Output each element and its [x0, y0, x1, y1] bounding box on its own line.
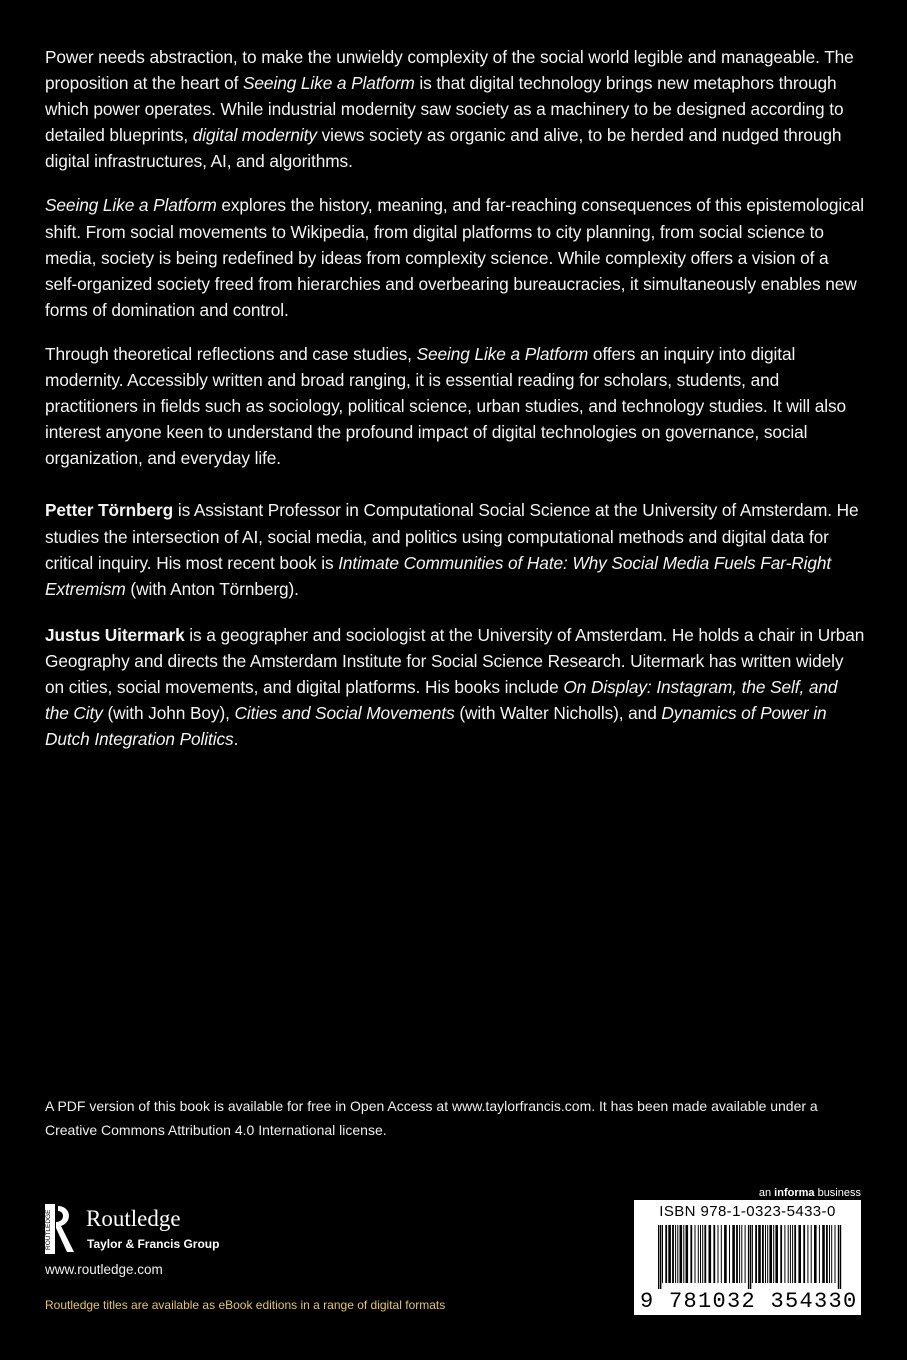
routledge-r-logo-icon: [45, 1204, 75, 1254]
barcode-icon: [644, 1225, 852, 1289]
author-name: Petter Törnberg: [45, 500, 174, 521]
book-title-italic: Seeing Like a Platform: [416, 343, 589, 364]
text-run: views society as organic and alive, to be herded and nudged through digital infrastructures, AI, and algorithms.: [45, 125, 842, 172]
term-italic: digital modernity: [192, 125, 317, 146]
description-paragraph-1: [45, 44, 865, 174]
informa-business-tag: [759, 1187, 861, 1199]
text-run: is that digital technology brings new metaphors through which power operates. While industrial modernity saw society as a machinery to be designed according to detailed blueprints,: [45, 73, 844, 146]
author-bio-uitermark: [45, 622, 865, 752]
text-run: Through theoretical reflections and case studies,: [45, 343, 417, 364]
book-title-italic: On Display: Instagram, the Self, and the City: [45, 676, 838, 724]
description-paragraph-3: [45, 341, 865, 471]
svg-text:ROUTLEDGE: ROUTLEDGE: [45, 1209, 52, 1250]
text-run: business: [814, 1187, 861, 1199]
book-title-italic: Cities and Social Movements: [234, 703, 455, 724]
text-run: (with Walter Nicholls), and: [454, 703, 662, 724]
description-paragraph-2: [45, 192, 865, 322]
barcode-digits: 9 781032 354330: [640, 1289, 858, 1314]
book-title-italic: Dynamics of Power in Dutch Integration Politics: [45, 703, 827, 750]
open-access-note: A PDF version of this book is available for free in Open Access at www.taylorfrancis.com. It has been made available under a Creative Commons Attribution 4.0 International license.: [45, 1098, 818, 1138]
ebook-note: Routledge titles are available as eBook editions in a range of digital formats: [45, 1298, 446, 1312]
isbn-label: ISBN 978-1-0323-5433-0: [659, 1203, 836, 1220]
text-run: (with Anton Törnberg).: [125, 578, 299, 599]
isbn-barcode: [634, 1200, 861, 1315]
text-run: (with John Boy),: [102, 703, 235, 724]
book-title-italic: Seeing Like a Platform: [45, 195, 217, 216]
book-title-italic: Seeing Like a Platform: [243, 73, 415, 94]
text-run: an: [758, 1187, 775, 1199]
publisher-url: www.routledge.com: [45, 1262, 163, 1277]
author-name: Justus Uitermark: [45, 624, 185, 645]
text-run: is a geographer and sociologist at the University of Amsterdam. He holds a chair in Urban Geography and directs the Amsterdam Institute for Social Science Research. Uitermark has written widely on cities, social movements, and digital platforms. His books include: [45, 624, 865, 697]
back-cover-description: [45, 44, 865, 772]
book-title-italic: Intimate Communities of Hate: Why Social Media Fuels Far-Right Extremism: [45, 552, 832, 599]
publisher-name: Routledge: [86, 1206, 181, 1231]
text-run: Power needs abstraction, to make the unwieldy complexity of the social world legible and manageable. The proposition at the heart of: [45, 47, 854, 94]
text-run: is Assistant Professor in Computational Social Science at the University of Amsterdam. He studies the intersection of AI, social media, and politics using computational methods and digital data for critical inquiry. His most recent book is: [45, 500, 859, 573]
text-run: .: [233, 729, 239, 750]
publisher-group: Taylor & Francis Group: [87, 1237, 220, 1251]
informa-brand: informa: [774, 1187, 815, 1199]
author-bio-tornberg: [45, 497, 865, 601]
text-run: offers an inquiry into digital modernity. Accessibly written and broad ranging, it is essential reading for scholars, students, and practitioners in fields such as sociology, political science, urban studies, and technology studies. It will also interest anyone keen to understand the profound impact of digital technologies on governance, social organization, and everyday life.: [45, 343, 847, 469]
text-run: explores the history, meaning, and far-reaching consequences of this epistemological shift. From social movements to Wikipedia, from digital platforms to city planning, from social science to media, society is being redefined by ideas from complexity science. While complexity offers a vision of a self-organized society freed from hierarchies and overbearing bureaucracies, it simultaneously enables new forms of domination and control.: [45, 195, 864, 320]
